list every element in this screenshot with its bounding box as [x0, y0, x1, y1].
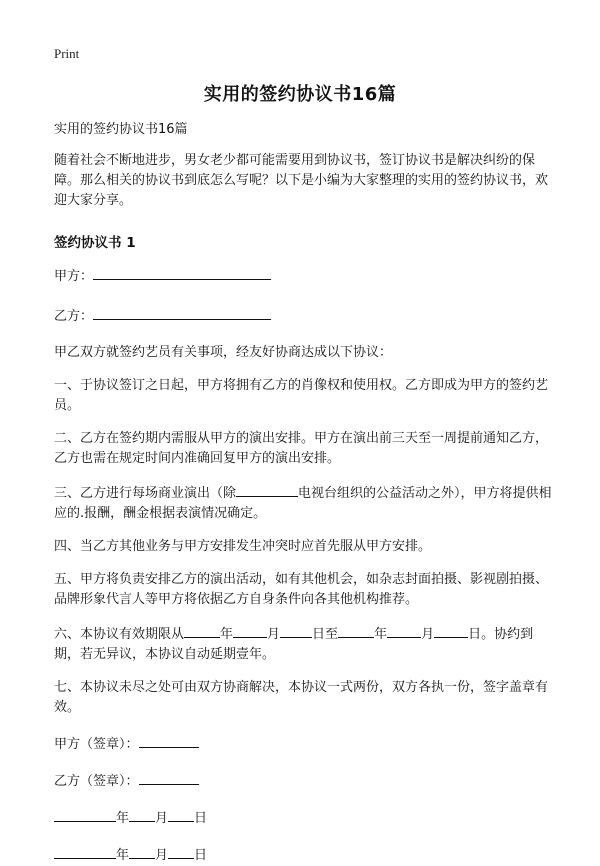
clause-3-blank — [236, 482, 298, 497]
party-b-blank — [93, 305, 271, 320]
blank-end-day — [434, 623, 468, 638]
label-day-to: 日至 — [312, 627, 339, 642]
date-2-day-blank — [168, 844, 194, 859]
date-1-month: 月 — [155, 811, 169, 826]
clause-3-part-a: 三、乙方进行每场商业演出（除 — [54, 486, 237, 501]
clause-5: 五、甲方将负责安排乙方的演出活动，如有其他机会，如杂志封面拍摄、影视剧拍摄、品牌形象代言人等甲方将依据乙方自身条件向各其他机构推荐。 — [54, 572, 549, 607]
sign-b-blank — [139, 770, 199, 785]
party-b-line — [54, 305, 554, 327]
date-2-month: 月 — [155, 848, 169, 863]
clause-6-lead: 六、本协议有效期限从 — [54, 627, 185, 642]
date-1-year-blank — [54, 807, 116, 822]
party-a-line — [54, 265, 554, 287]
print-link[interactable]: Print — [54, 46, 80, 61]
date-1-day-blank — [168, 807, 194, 822]
label-month-2: 月 — [421, 627, 435, 642]
date-line-1 — [54, 807, 554, 829]
label-month: 月 — [267, 627, 281, 642]
party-a-blank — [93, 265, 271, 280]
clause-3-part-b: 电视台组织的公益活动之外），甲方将提供相应的.报酬，酬金根据表演情况确定。 — [54, 486, 552, 521]
sign-b-line — [54, 770, 554, 792]
clause-3 — [54, 482, 554, 524]
clause-6-tail: 日。协约到期，若无异议，本协议自动延期壹年。 — [54, 627, 534, 662]
page-title: 实用的签约协议书16篇 — [203, 84, 397, 105]
date-2-year: 年 — [116, 848, 130, 863]
date-2-day: 日 — [194, 848, 208, 863]
intro-paragraph: 随着社会不断地进步，男女老少都可能需要用到协议书，签订协议书是解决纠纷的保障。那么相关的协议书到底怎么写呢？以下是小编为大家整理的实用的签约协议书，欢迎大家分享。 — [54, 153, 549, 208]
subtitle: 实用的签约协议书16篇 — [54, 122, 188, 137]
document-body — [54, 120, 554, 866]
date-2-year-blank — [54, 844, 116, 859]
date-2-month-blank — [129, 844, 155, 859]
sign-a-label: 甲方（签章）： — [54, 737, 139, 752]
sign-a-blank — [139, 733, 199, 748]
date-1-year: 年 — [116, 811, 130, 826]
date-1-day: 日 — [194, 811, 208, 826]
blank-start-year — [184, 623, 220, 638]
clause-6 — [54, 623, 554, 665]
blank-end-month — [387, 623, 421, 638]
blank-start-month — [233, 623, 267, 638]
date-1-month-blank — [129, 807, 155, 822]
clause-4: 四、当乙方其他业务与甲方安排发生冲突时应首先服从甲方安排。 — [54, 539, 432, 554]
date-line-2 — [54, 844, 554, 866]
clause-1: 一、于协议签订之日起，甲方将拥有乙方的肖像权和使用权。乙方即成为甲方的签约艺员。 — [54, 378, 549, 413]
clause-2: 二、乙方在签约期内需服从甲方的演出安排。甲方在演出前三天至一周提前通知乙方，乙方也需在规定时间内准确回复甲方的演出安排。 — [54, 431, 549, 466]
party-a-label: 甲方： — [54, 269, 94, 284]
blank-end-year — [338, 623, 374, 638]
label-year: 年 — [220, 627, 234, 642]
party-b-label: 乙方： — [54, 309, 94, 324]
sign-b-label: 乙方（签章）： — [54, 774, 139, 789]
blank-start-day — [280, 623, 312, 638]
section-heading: 签约协议书 1 — [54, 235, 136, 251]
sign-a-line — [54, 733, 554, 755]
label-year-2: 年 — [374, 627, 388, 642]
clause-7: 七、本协议未尽之处可由双方协商解决，本协议一式两份，双方各执一份，签字盖章有效。 — [54, 680, 549, 715]
lead-paragraph: 甲乙双方就签约艺员有关事项，经友好协商达成以下协议： — [54, 345, 393, 360]
